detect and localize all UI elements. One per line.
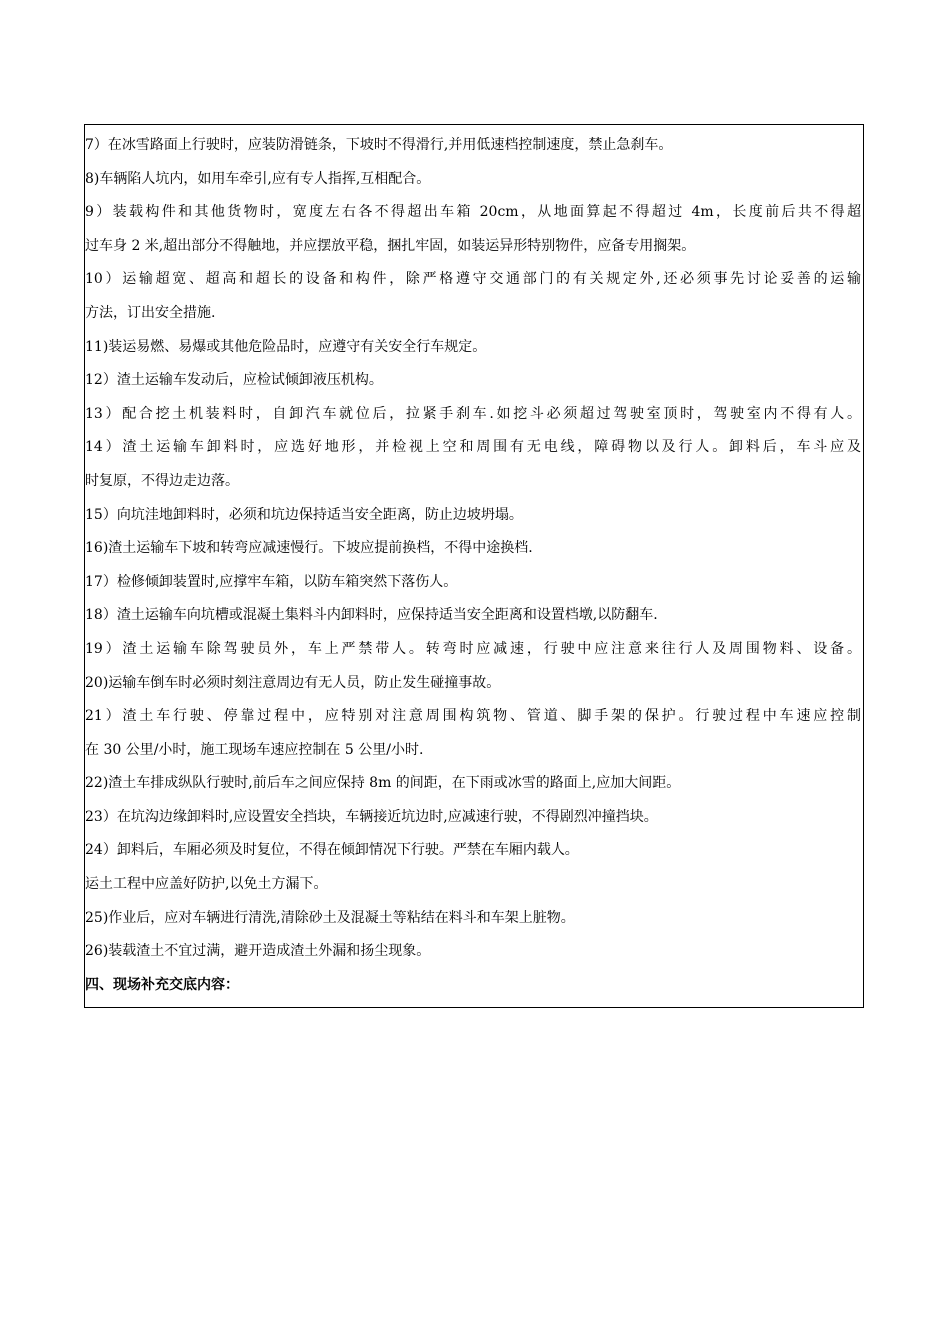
text-line: 过车身 2 米,超出部分不得触地，并应摆放平稳，捆扎牢固，如装运异形特别物件，应备专用搁架。 [85,237,696,254]
text-line: 17）检修倾卸装置时,应撑牢车箱，以防车箱突然下落伤人。 [85,573,458,590]
text-line: 24）卸料后，车厢必须及时复位，不得在倾卸情况下行驶。严禁在车厢内载人。 [85,842,579,859]
text-line: 26)装载渣土不宜过满，避开造成渣土外漏和扬尘现象。 [85,943,431,960]
text-line: 23）在坑沟边缘卸料时,应设置安全挡块，车辆接近坑边时,应减速行驶，不得剧烈冲撞挡块。 [85,808,658,825]
text-line: 16)渣土运输车下坡和转弯应减速慢行。下坡应提前换档，不得中途换档. [85,540,533,557]
text-line: 14）渣土运输车卸料时，应选好地形，并检视上空和周围有无电线，障碍物以及行人。卸料后，车斗应及 [85,439,861,456]
text-line: 时复原，不得边走边落。 [85,472,239,489]
text-line: 21）渣土车行驶、停靠过程中，应特别对注意周围构筑物、管道、脚手架的保护。行驶过程中车速应控制 [85,708,861,725]
text-line: 25)作业后，应对车辆进行清洗,清除砂土及混凝土等粘结在料斗和车架上脏物。 [85,909,575,926]
text-line: 20)运输车倒车时必须时刻注意周边有无人员，防止发生碰撞事故。 [85,674,501,691]
text-line: 7）在冰雪路面上行驶时，应装防滑链条，下坡时不得滑行,并用低速档控制速度，禁止急刹车。 [85,137,673,153]
text-line: 18）渣土运输车向坑槽或混凝土集料斗内卸料时，应保持适当安全距离和设置档墩,以防翻车. [85,607,658,624]
text-line: 9）装载构件和其他货物时，宽度左右各不得超出车箱 20cm，从地面算起不得超过 4m，长度前后共不得超 [85,204,861,221]
document-table-cell [84,124,864,1008]
text-line: 12）渣土运输车发动后，应检试倾卸液压机构。 [85,372,383,389]
text-line: 8)车辆陷人坑内，如用车牵引,应有专人指挥,互相配合。 [85,170,431,187]
text-line: 方法，订出安全措施. [85,304,216,321]
text-line: 运土工程中应盖好防护,以免土方漏下。 [85,876,328,893]
text-line: 13）配合挖土机装料时，自卸汽车就位后，拉紧手刹车.如挖斗必须超过驾驶室顶时，驾驶室内不得有人。 [85,405,861,422]
text-line: 15）向坑洼地卸料时，必须和坑边保持适当安全距离，防止边坡坍塌。 [85,506,523,523]
text-line: 22)渣土车排成纵队行驶时,前后车之间应保持 8m 的间距，在下雨或冰雪的路面上,应加大间距。 [85,775,681,792]
section-heading: 四、现场补充交底内容： [85,976,239,993]
text-line: 10）运输超宽、超高和超长的设备和构件，除严格遵守交通部门的有关规定外,还必须事先讨论妥善的运输 [85,271,861,288]
text-line: 19）渣土运输车除驾驶员外，车上严禁带人。转弯时应减速，行驶中应注意来往行人及周围物料、设备。 [85,640,861,657]
text-line: 在 30 公里/小时，施工现场车速应控制在 5 公里/小时. [85,741,424,758]
text-line: 11)装运易燃、易爆或其他危险品时，应遵守有关安全行车规定。 [85,338,487,355]
